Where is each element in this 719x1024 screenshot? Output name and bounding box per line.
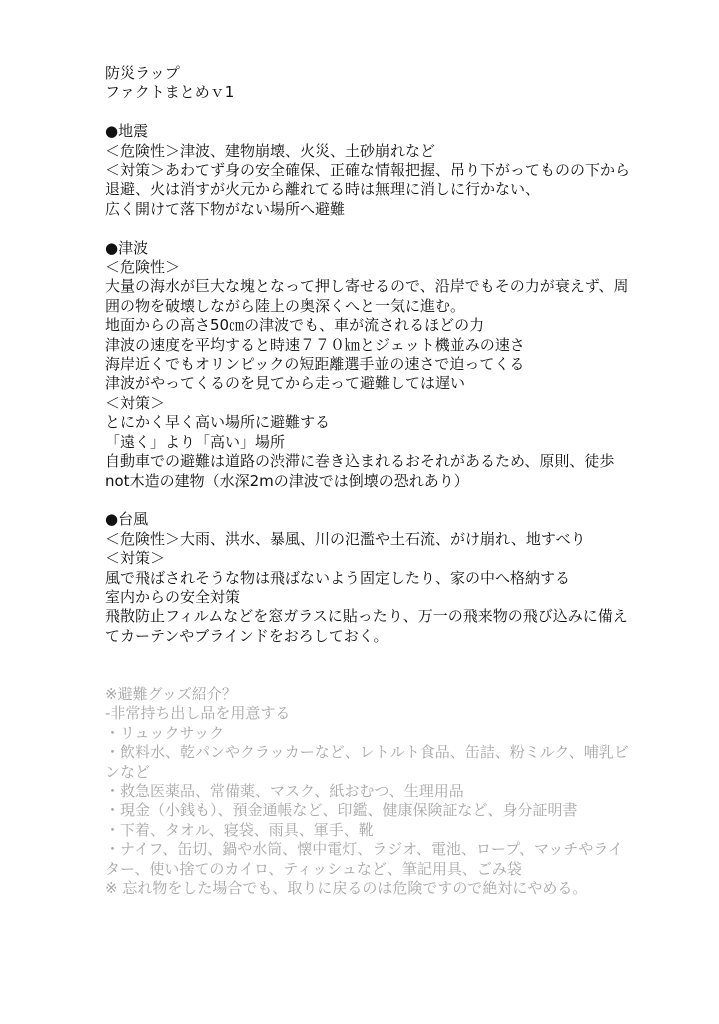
doc-title: 防災ラップ — [105, 64, 180, 82]
list-item: ・リュックサック — [105, 723, 225, 742]
doc-subtitle: ファクトまとめｖ1 — [105, 83, 235, 102]
spacer — [105, 666, 625, 685]
text-line: 「遠く」より「高い」場所 — [105, 432, 286, 451]
text-line: 室内からの安全対策 — [105, 587, 241, 606]
section-goods — [105, 684, 629, 898]
list-item: ・救急医薬品、常備薬、マスク、紙おむつ、生理用品 — [105, 781, 464, 800]
list-item: ンなど — [105, 762, 151, 781]
text-line: てカーテンやブラインドをおろしておく。 — [105, 626, 389, 645]
text-line: とにかく早く高い場所に避難する — [105, 413, 331, 432]
text-line: -非常持ち出し品を用意する — [105, 704, 291, 723]
text-line: 津波がやってくるのを見てから走って避難しては遅い — [105, 374, 466, 393]
text-line: 津波の速度を平均すると時速７７０㎞とジェット機並みの速さ — [105, 335, 525, 354]
list-item: ・下着、タオル、寝袋、雨具、軍手、靴 — [105, 820, 374, 839]
section-earthquake — [105, 122, 631, 219]
section-heading: ※避難グッズ紹介？ — [105, 684, 237, 703]
list-item: ・現金（小銭も）、預金通帳など、印鑑、健康保険証など、身分証明書 — [105, 801, 578, 820]
text-line: 地面からの高さ50㎝の津波でも、車が流されるほどの力 — [105, 316, 485, 335]
text-line: 飛散防止フィルムなどを窓ガラスに貼ったり、万一の飛来物の飛び込みに備え — [105, 607, 628, 626]
text-line: ＜危険性＞ — [105, 258, 181, 277]
text-line: ＜危険性＞大雨、洪水、暴風、川の氾濫や土石流、がけ崩れ、地すべり — [105, 529, 586, 548]
list-item: ター、使い捨てのカイロ、ティッシュなど、筆記用具、ごみ袋 — [105, 859, 522, 878]
section-typhoon — [105, 510, 628, 646]
spacer — [105, 646, 625, 665]
text-line: 広く開けて落下物がない場所へ避難 — [105, 199, 346, 218]
text-line: ＜対策＞ — [105, 393, 166, 412]
spacer — [105, 491, 625, 510]
note-line: ※ 忘れ物をした場合でも、取りに戻るのは危険ですので絶対にやめる。 — [105, 878, 588, 897]
list-item: ・ナイフ、缶切、鍋や水筒、懐中電灯、ラジオ、電池、ロープ、マッチやライ — [105, 840, 623, 859]
section-tsunami — [105, 238, 629, 491]
text-line: ＜対策＞ — [105, 549, 166, 568]
section-heading: ●地震 — [105, 122, 149, 141]
section-heading: ●津波 — [105, 238, 149, 257]
text-line: 退避、火は消すが火元から離れてる時は無理に消しに行かない、 — [105, 180, 541, 199]
text-line: 大量の海水が巨大な塊となって押し寄せるので、沿岸でもその力が衰えず、周 — [105, 277, 629, 296]
document-page — [105, 64, 631, 898]
list-item: ・飲料水、乾パンやクラッカーなど、レトルト食品、缶詰、粉ミルク、哺乳ビ — [105, 743, 629, 762]
spacer — [105, 219, 625, 238]
text-line: 自動車での避難は道路の渋滞に巻き込まれるおそれがあるため、原則、徒歩 — [105, 452, 615, 471]
section-heading: ●台風 — [105, 510, 149, 529]
text-line: ＜危険性＞津波、建物崩壊、火災、土砂崩れなど — [105, 141, 436, 160]
text-line: 風で飛ばされそうな物は飛ばないよう固定したり、家の中へ格納する — [105, 568, 571, 587]
spacer — [105, 103, 625, 122]
text-line: ＜対策＞あわてず身の安全確保、正確な情報把握、吊り下がってものの下から — [105, 161, 631, 180]
text-line: 海岸近くでもオリンピックの短距離選手並の速さで迫ってくる — [105, 355, 525, 374]
text-line: 囲の物を破壊しながら陸上の奥深くへと一気に進む。 — [105, 296, 466, 315]
text-line: not木造の建物（水深2mの津波では倒壊の恐れあり） — [105, 471, 469, 490]
